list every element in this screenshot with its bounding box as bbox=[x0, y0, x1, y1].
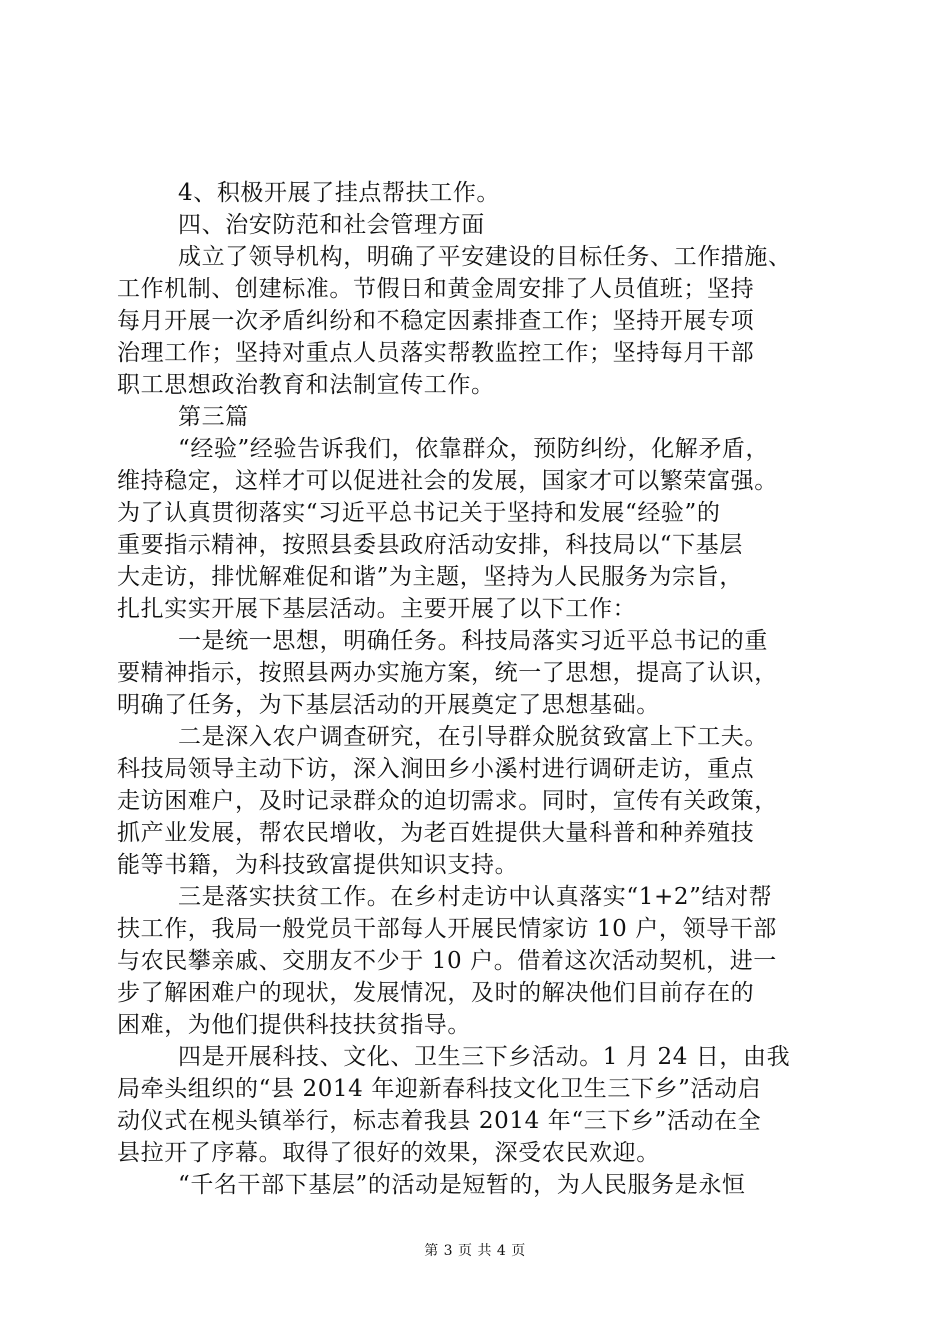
text-line: 4、积极开展了挂点帮扶工作。 bbox=[178, 180, 501, 206]
text-line: “经验”经验告诉我们，依靠群众，预防纠纷，化解矛盾， bbox=[178, 436, 770, 462]
text-line: 能等书籍，为科技致富提供知识支持。 bbox=[117, 852, 519, 878]
text-line: 要精神指示，按照县两办实施方案，统一了思想，提高了认识， bbox=[117, 660, 778, 686]
text-line: 抓产业发展，帮农民增收，为老百姓提供大量科普和种养殖技 bbox=[117, 820, 755, 846]
text-line: 职工思想政治教育和法制宣传工作。 bbox=[117, 372, 495, 398]
text-line: 局牵头组织的“县 2014 年迎新春科技文化卫生三下乡”活动启 bbox=[117, 1076, 762, 1102]
text-line: 县拉开了序幕。取得了很好的效果，深受农民欢迎。 bbox=[117, 1140, 660, 1166]
text-line: 维持稳定，这样才可以促进社会的发展，国家才可以繁荣富强。 bbox=[117, 468, 778, 494]
text-line: 扎扎实实开展下基层活动。主要开展了以下工作： bbox=[117, 596, 637, 622]
text-line: 走访困难户，及时记录群众的迫切需求。同时，宣传有关政策， bbox=[117, 788, 778, 814]
text-line: 步了解困难户的现状，发展情况，及时的解决他们目前存在的 bbox=[117, 980, 755, 1006]
text-line: 扶工作，我局一般党员干部每人开展民情家访 10 户，领导干部 bbox=[117, 916, 777, 942]
text-line: 重要指示精神，按照县委县政府活动安排，科技局以“下基层 bbox=[117, 532, 743, 558]
text-line: 四是开展科技、文化、卫生三下乡活动。1 月 24 日，由我 bbox=[178, 1044, 791, 1070]
text-line: 二是深入农户调查研究，在引导群众脱贫致富上下工夫。 bbox=[178, 724, 768, 750]
document-body bbox=[117, 177, 833, 1201]
text-line: 困难，为他们提供科技扶贫指导。 bbox=[117, 1012, 471, 1038]
text-line: 明确了任务，为下基层活动的开展奠定了思想基础。 bbox=[117, 692, 660, 718]
text-line: 治理工作；坚持对重点人员落实帮教监控工作；坚持每月干部 bbox=[117, 340, 755, 366]
text-line: “千名干部下基层”的活动是短暂的，为人民服务是永恒 bbox=[178, 1172, 746, 1198]
text-line: 成立了领导机构，明确了平安建设的目标任务、工作措施、 bbox=[178, 244, 792, 270]
text-line: 大走访，排忧解难促和谐”为主题，坚持为人民服务为宗旨， bbox=[117, 564, 743, 590]
text-line: 第三篇 bbox=[178, 404, 249, 430]
text-line: 一是统一思想，明确任务。科技局落实习近平总书记的重 bbox=[178, 628, 768, 654]
text-line: 动仪式在枧头镇举行，标志着我县 2014 年“三下乡”活动在全 bbox=[117, 1108, 762, 1134]
text-line: 每月开展一次矛盾纠纷和不稳定因素排查工作；坚持开展专项 bbox=[117, 308, 755, 334]
text-line: 四、治安防范和社会管理方面 bbox=[178, 212, 485, 238]
text-line: 工作机制、创建标准。节假日和黄金周安排了人员值班；坚持 bbox=[117, 276, 755, 302]
text-line: 为了认真贯彻落实“习近平总书记关于坚持和发展“经验”的 bbox=[117, 500, 721, 526]
text-line: 三是落实扶贫工作。在乡村走访中认真落实“1+2”结对帮 bbox=[178, 884, 773, 910]
text-line: 科技局领导主动下访，深入涧田乡小溪村进行调研走访，重点 bbox=[117, 756, 755, 782]
text-line: 与农民攀亲戚、交朋友不少于 10 户。借着这次活动契机，进一 bbox=[117, 948, 777, 974]
page-footer: 第 3 页 共 4 页 bbox=[424, 1243, 526, 1259]
